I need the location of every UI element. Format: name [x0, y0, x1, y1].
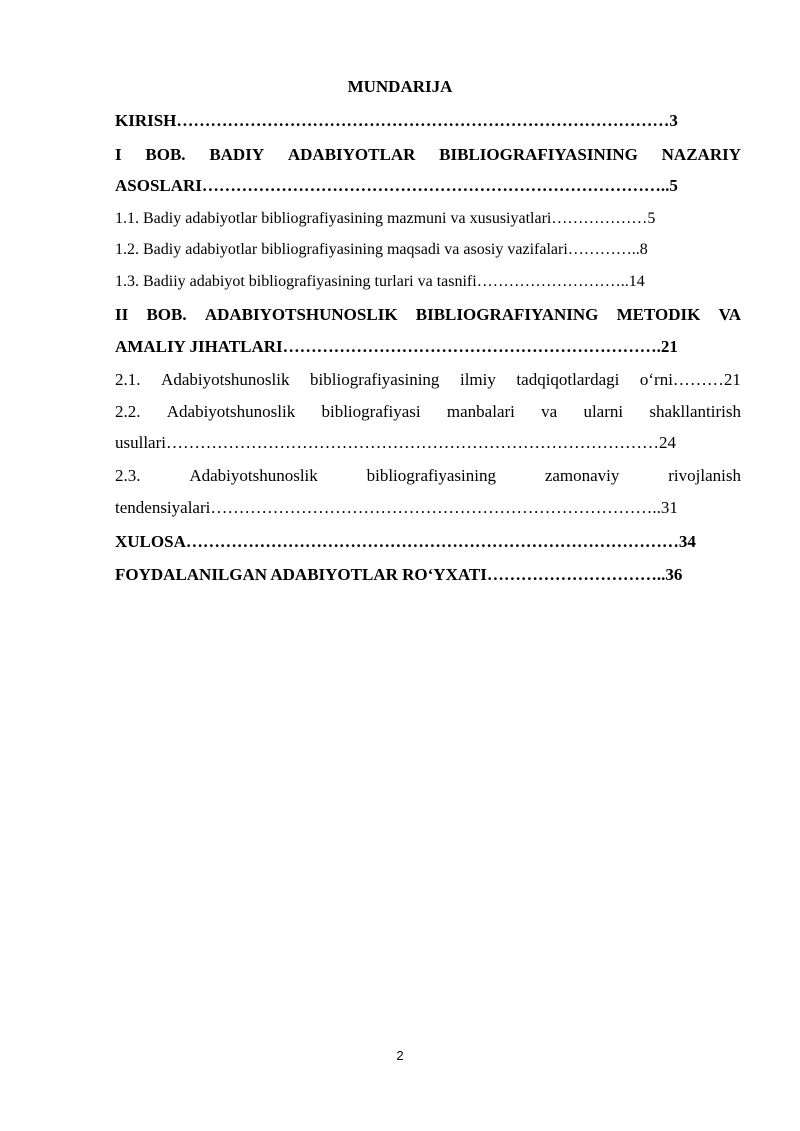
toc-word: BIBLIOGRAFIYASINING	[439, 145, 638, 164]
toc-entry-2-2-line1	[115, 401, 741, 423]
toc-entry-1-1: 1.1. Badiy adabiyotlar bibliografiyasining mazmuni va xususiyatlari………………5	[115, 210, 656, 227]
toc-word: 2.2.	[115, 402, 141, 421]
toc-word: zamonaviy	[544, 466, 620, 485]
toc-word: 2.1.	[115, 370, 141, 389]
toc-word: II	[115, 305, 129, 324]
toc-entry-1-2: 1.2. Badiy adabiyotlar bibliografiyasining maqsadi va asosiy vazifalari…………..8	[115, 241, 648, 258]
toc-word: va	[541, 402, 558, 421]
toc-entry-2-1	[115, 369, 741, 391]
toc-word: ularni	[583, 402, 624, 421]
toc-word: BOB.	[145, 145, 186, 164]
toc-entry-2-3-line2: tendensiyalari……………………………………………………………………..31	[115, 498, 678, 517]
toc-word: BOB.	[146, 305, 187, 324]
toc-word: ADABIYOTLAR	[287, 145, 416, 164]
toc-word: tadqiqotlardagi	[516, 370, 620, 389]
toc-word: 2.3.	[115, 466, 141, 485]
toc-entry-2-3-line1	[115, 465, 741, 487]
toc-entry-kirish: KIRISH……………………………………………………………………………3	[115, 111, 678, 130]
toc-word: ADABIYOTSHUNOSLIK	[204, 305, 398, 324]
toc-entry-foydalanilgan: FOYDALANILGAN ADABIYOTLAR RO‘YXATI…………………………..36	[115, 565, 683, 584]
toc-word: VA	[718, 305, 741, 324]
toc-word: I	[115, 145, 122, 164]
page-number: 2	[396, 1048, 404, 1063]
toc-word: shakllantirish	[649, 402, 741, 421]
toc-word: ilmiy	[459, 370, 496, 389]
toc-word: bibliografiyasi	[321, 402, 421, 421]
toc-word: BADIY	[209, 145, 265, 164]
toc-entry-2-2-line2: usullari……………………………………………………………………………24	[115, 433, 676, 452]
toc-word: rivojlanish	[668, 466, 741, 485]
toc-entry-1-3: 1.3. Badiiy adabiyot bibliografiyasining turlari va tasnifi………………………..14	[115, 273, 645, 290]
toc-word: METODIK	[616, 305, 701, 324]
toc-word: Adabiyotshunoslik	[189, 466, 318, 485]
toc-word: bibliografiyasining	[310, 370, 440, 389]
page-title: MUNDARIJA	[347, 77, 453, 96]
toc-entry-bob2-line1	[115, 304, 741, 326]
toc-entry-xulosa: XULOSA……………………………………………………………………………34	[115, 532, 696, 551]
toc-entry-bob1-line2: ASOSLARI………………………………………………………………………..5	[115, 176, 678, 195]
toc-word: bibliografiyasining	[366, 466, 496, 485]
toc-word: BIBLIOGRAFIYANING	[415, 305, 599, 324]
toc-word: NAZARIY	[661, 145, 741, 164]
toc-word: manbalari	[446, 402, 515, 421]
toc-entry-bob1-line1	[115, 144, 741, 166]
toc-word: Adabiyotshunoslik	[161, 370, 290, 389]
toc-word: o‘rni………21	[639, 370, 741, 389]
toc-entry-bob2-line2: AMALIY JIHATLARI………………………………………………………….21	[115, 337, 678, 356]
toc-word: Adabiyotshunoslik	[166, 402, 296, 421]
